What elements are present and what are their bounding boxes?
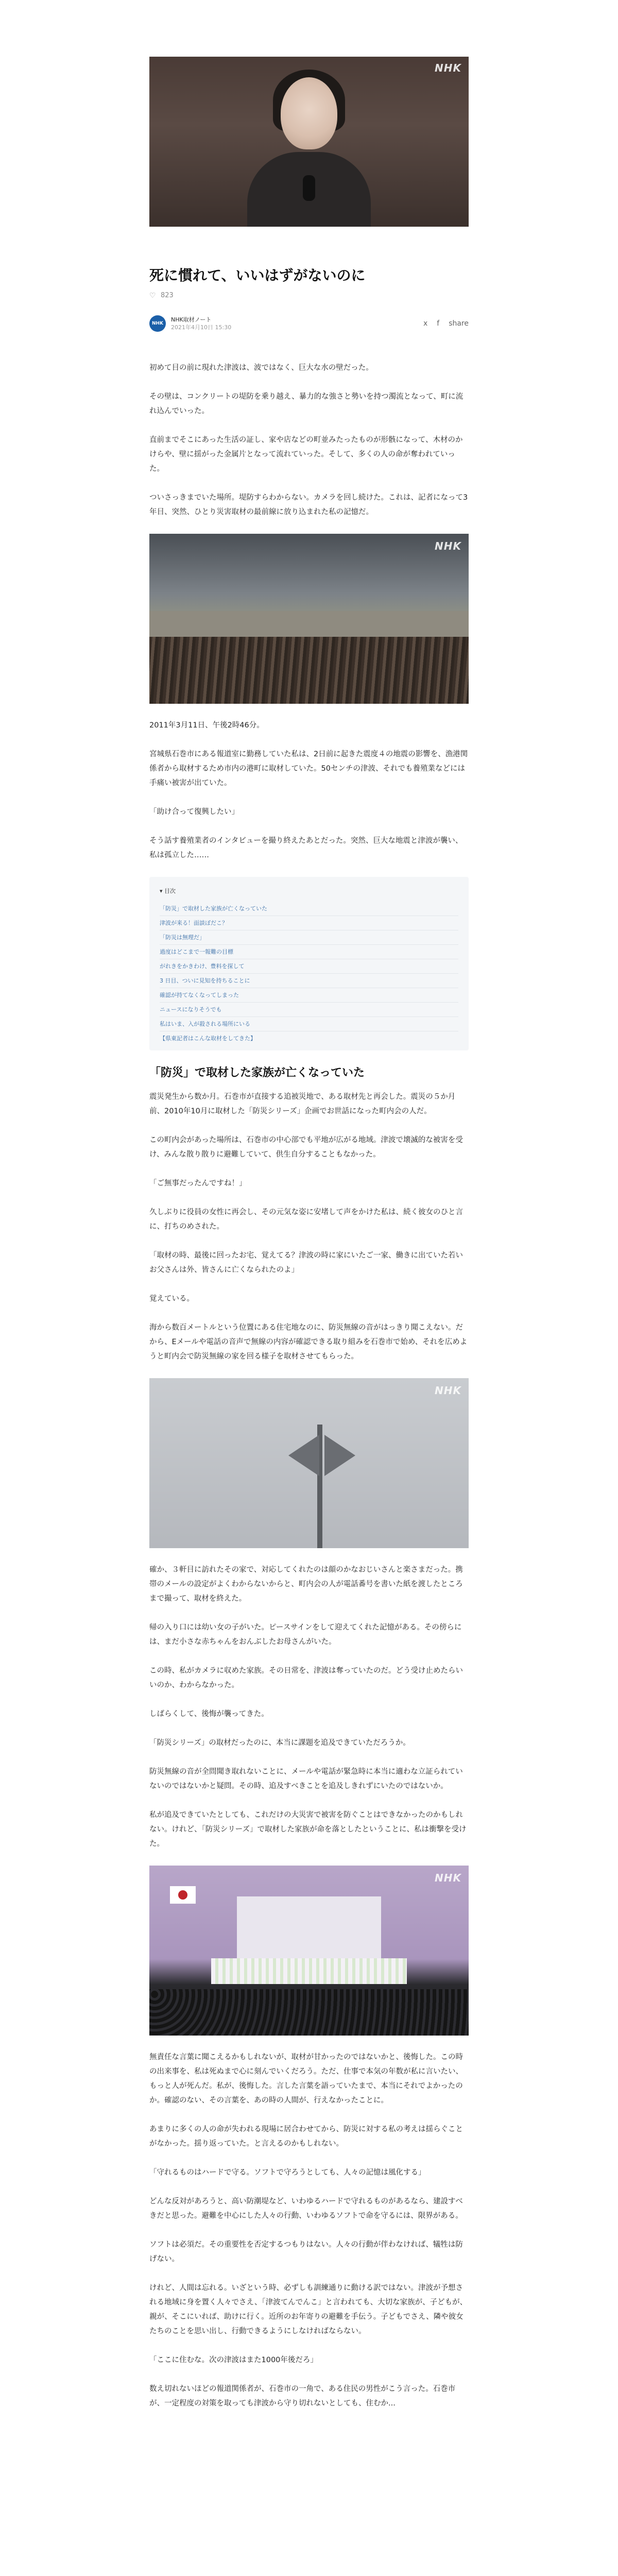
paragraph: 「ご無事だったんですね！」 — [149, 1179, 247, 1188]
japan-flag — [170, 1886, 196, 1904]
article-body — [149, 361, 469, 2425]
toc-item[interactable]: 過度はどこまで一報難の目標 — [160, 945, 458, 959]
toc-item[interactable]: がれきをかきわけ、豊料を探して — [160, 959, 458, 974]
memorial-flowers — [211, 1958, 407, 1984]
paragraph: 「守れるものはハードで守る。ソフトで守ろうとしても、人々の記憶は風化する」 — [149, 2168, 426, 2177]
table-of-contents — [149, 877, 469, 1050]
like-row[interactable] — [149, 292, 469, 299]
paragraph: 宮城県石巻市にある報道室に勤務していた私は、2日前に起きた震度４の地震の影響を、漁港関係者から取材するため市内の港町に取材していた。50センチの津波、それでも養殖業などには手痛い被害が出ていた。 — [149, 750, 468, 787]
paragraph: 久しぶりに役員の女性に再会し、その元気な姿に安堵して声をかけた私は、続く彼女のひと言に、打ちのめされた。 — [149, 1208, 463, 1231]
nhk-logo: NHK — [435, 1872, 461, 1884]
paragraph: 数え切れないほどの報道関係者が、石巻市の一角で、ある住民の男性がこう言った。石巻市が、一定程度の対策を取っても津波から守り切れないとしても、住むか... — [149, 2385, 456, 2408]
speaker-horn-left — [288, 1435, 319, 1476]
paragraph: ソフトは必須だ。その重要性を否定するつもりはない。人々の行動が伴わなければ、犠牲は防げない。 — [149, 2241, 463, 2263]
nhk-logo: NHK — [435, 1384, 461, 1397]
paragraph: 無責任な言葉に聞こえるかもしれないが、取材が甘かったのではないかと、後悔した。この時の出来事を、私は死ぬまで心に刻んでいくだろう。ただ、仕事で本気の年数が私に言いたい、もっと人が死んだ。私が、後悔した。言した言葉を語っていたまで、本当にそれでよかったのか。確認のない、その言葉を、あの時の人間が、行えなかったことに。 — [149, 2053, 463, 2105]
paragraph: 「防災シリーズ」の取材だったのに、本当に課題を追及できていただろうか。 — [149, 1739, 410, 1747]
paragraph: その壁は、コンクリートの堤防を乗り越え、暴力的な強さと勢いを持つ濁流となって、町に流れ込んでいった。 — [149, 393, 464, 415]
paragraph: どんな反対があろうと、高い防潮堤など、いわゆるハードで守れるものがあるなら、建設すべきだと思った。避難を中心にした人々の行動、いわゆるソフトで命を守るには、限界がある。 — [149, 2197, 463, 2220]
section-heading: 「防災」で取材した家族が亡くなっていた — [149, 1066, 365, 1079]
author-name[interactable]: NHK取材ノート — [171, 316, 212, 323]
paragraph: この町内会があった場所は、石巻市の中心部でも平地が広がる地域。津波で壊滅的な被害を受け、みんな散り散りに避難していて、供生自分することもなかった。 — [149, 1136, 463, 1159]
paragraph: あまりに多くの人の命が失われる現場に居合わせてから、防災に対する私の考えは揺らぐことがなかった。揺り返っていた。と言えるのかもしれない。 — [149, 2125, 463, 2148]
paragraph: 初めて目の前に現れた津波は、波ではなく、巨大な水の壁だった。 — [149, 364, 373, 372]
toc-item[interactable]: ニュースになりそうでも — [160, 1003, 458, 1017]
paragraph: 帰の入り口には幼い女の子がいた。ピースサインをして迎えてくれた記憶がある。その傍らには、まだ小さな赤ちゃんをおんぶしたお母さんがいた。 — [149, 1623, 462, 1646]
paragraph: 「取材の時、最後に回ったお宅、覚えてる？津波の時に家にいたご一家、働きに出ていた若いお父さんは外、皆さんに亡くなられたのよ」 — [149, 1251, 463, 1274]
toc-item[interactable]: 「防災」で取材した家族が亡くなっていた — [160, 902, 458, 916]
paragraph: 防災無線の音が全問聞き取れないことに、メールや電話が緊急時に本当に適わな立証られていないのではないかと疑問。その時、追及すべきことを追及しきれずにいたのではないか。 — [149, 1768, 463, 1790]
image-trees — [149, 637, 469, 704]
author-row — [149, 315, 469, 332]
toc-item[interactable]: 確認が持てなくなってしまった — [160, 988, 458, 1003]
x-share-icon[interactable]: x — [423, 319, 428, 328]
share-icon[interactable]: share — [449, 319, 469, 328]
paragraph: 震災発生から数か月。石巻市が直接する追被災地で、ある取材先と再会した。震災の５か月前、2010年10月に取材した「防災シリーズ」企画でお世話になった町内会の人だ。 — [149, 1093, 456, 1115]
like-count: 823 — [161, 292, 174, 299]
share-buttons — [423, 319, 469, 328]
tsunami-town-image — [149, 534, 469, 704]
paragraph: 覚えている。 — [149, 1295, 194, 1303]
article-title: 死に慣れて、いいはずがないのに — [149, 267, 366, 284]
nhk-logo: NHK — [435, 540, 461, 552]
toc-item[interactable]: 津波が来る！面談ぼだこ？ — [160, 916, 458, 930]
toc-item[interactable]: 「防災は無理だ」 — [160, 930, 458, 945]
paragraph: そう話す養殖業者のインタビューを撮り終えたあとだった。突然、巨大な地震と津波が襲い、私は孤立した…… — [149, 837, 463, 859]
paragraph: けれど、人間は忘れる。いざという時、必ずしも訓練通りに動ける訳ではない。津波が予想される地域に身を置く人々でさえ、「津波てんでんこ」と言われても、大切な家族が、子どもが、親が、そこにいれば、助けに行く。近所のお年寄りの避難を手伝う。子どもでさえ、隣や彼女たちのことを思い出し、行動できるようにしなければならない。 — [149, 2284, 468, 2335]
paragraph: この時、私がカメラに収めた家族。その日常を、津波は奪っていたのだ。どう受け止めたらいいのか、わからなかった。 — [149, 1667, 463, 1689]
author-meta — [171, 316, 231, 331]
publish-date: 2021年4月10日 15:30 — [171, 324, 232, 331]
memorial-ceremony-image — [149, 1866, 469, 2036]
reporter-face — [281, 77, 337, 149]
author-avatar[interactable]: NHK — [149, 315, 166, 332]
hero-image — [149, 57, 469, 227]
toc-item[interactable]: 【県東記者はこんな取材をしてきた】 — [160, 1035, 256, 1042]
memorial-crowd — [149, 1989, 469, 2036]
paragraph: 「ここに住むな。次の津波はまた1000年後だろ」 — [149, 2356, 318, 2364]
heart-icon[interactable]: ♡ — [149, 291, 156, 300]
paragraph: 海から数百メートルという位置にある住宅地なのに、防災無線の音がはっきり聞こえない。だから、Eメールや電話の音声で無線の内容が確認できる取り組みを石巻市で始め、それを広めようと町内会で防災無線の家を回る様子を取材させてもらった。 — [149, 1324, 468, 1361]
nhk-logo: NHK — [435, 62, 461, 74]
paragraph: 2011年3月11日、午後2時46分。 — [149, 721, 264, 730]
paragraph: 確か、３軒目に訪れたその家で、対応してくれたのは顔のかなおじいさんと楽さまだった。携帯のメールの設定がよくわからないからと、町内会の人が電話番号を書いた紙を渡したところまで撮って、取材を終えた。 — [149, 1566, 463, 1603]
paragraph: ついさっきまでいた場所。堤防すらわからない。カメラを回し続けた。これは、記者になって3年目、突然、ひとり災害取材の最前線に放り込まれた私の記憶だ。 — [149, 494, 468, 516]
paragraph: 直前までそこにあった生活の証し、家や店などの町並みたったものが形骸になって、木材のかけらや、壁に揺がった金属片となって流れていった。そして、多くの人の命が奪われていった。 — [149, 436, 463, 473]
paragraph: 私が追及できていたとしても、これだけの大災害で被害を防ぐことはできなかったのかもしれない。けれど、「防災シリーズ」で取材した家族が命を落としたということに、私は衝撃を受けた。 — [149, 1811, 467, 1848]
toc-item[interactable]: 3 日目、ついに見知を持ちることに — [160, 974, 458, 988]
toc-item[interactable]: 私はいま、入が殺される場所にいる — [160, 1017, 458, 1031]
facebook-share-icon[interactable]: f — [437, 319, 440, 328]
paragraph: しばらくして、後悔が襲ってきた。 — [149, 1710, 269, 1718]
toc-heading[interactable]: ▾ 目次 — [160, 888, 176, 894]
loudspeaker-image — [149, 1378, 469, 1548]
speaker-horn-right — [324, 1435, 355, 1476]
paragraph: 「助け合って復興したい」 — [149, 808, 239, 816]
microphone — [303, 175, 315, 201]
